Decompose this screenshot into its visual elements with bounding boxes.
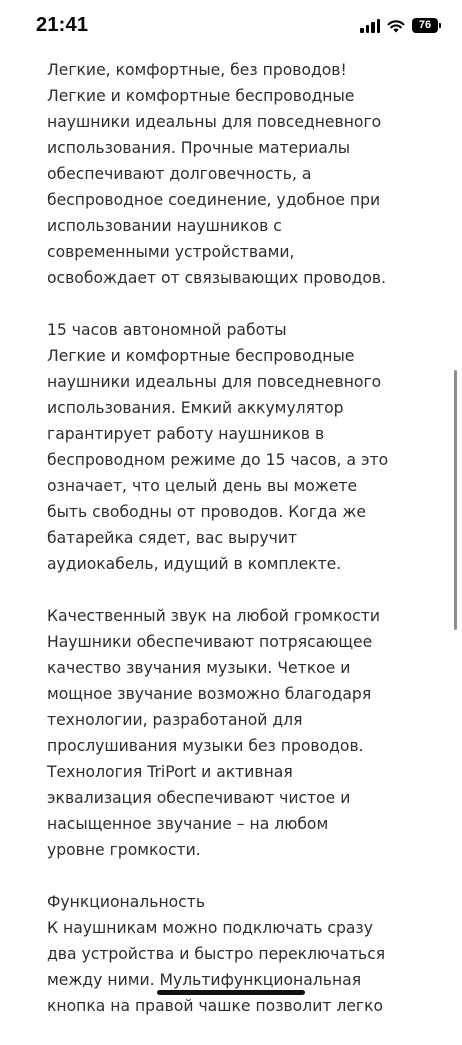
section-battery-life <box>47 317 412 577</box>
cellular-signal-icon <box>360 19 380 33</box>
text-line: аудиокабель, идущий в комплекте. <box>47 555 342 573</box>
text-line: беспроводном режиме до 15 часов, а это <box>47 451 389 469</box>
scrollbar[interactable] <box>454 370 457 630</box>
wifi-icon <box>387 19 405 33</box>
text-line: наушники идеальны для повседневного <box>47 113 382 131</box>
text-line: Наушники обеспечивают потрясающее <box>47 633 373 651</box>
status-icons <box>360 18 438 33</box>
section-lightweight <box>47 57 412 291</box>
text-line: Технология TriPort и активная <box>47 763 293 781</box>
text-line: два устройства и быстро переключаться <box>47 945 386 963</box>
home-indicator[interactable] <box>157 990 305 995</box>
text-line: качество звучания музыки. Четкое и <box>47 659 351 677</box>
text-line: уровне громкости. <box>47 841 201 859</box>
text-line: мощное звучание возможно благодаря <box>47 685 372 703</box>
text-line: наушники идеальны для повседневного <box>47 373 382 391</box>
section-functionality <box>47 889 412 1019</box>
text-line: использования. Емкий аккумулятор <box>47 399 344 417</box>
section-sound-quality <box>47 603 412 863</box>
text-line: кнопка на правой чашке позволит легко <box>47 997 384 1015</box>
text-line: технологии, разработаной для <box>47 711 303 729</box>
text-line: использования. Прочные материалы <box>47 139 351 157</box>
battery-icon: 76 <box>412 18 438 33</box>
section-title: Качественный звук на любой громкости <box>47 607 380 625</box>
text-line: между ними. Мультифункциональная <box>47 971 362 989</box>
text-line: беспроводное соединение, удобное при <box>47 191 381 209</box>
product-description <box>47 57 412 1045</box>
text-line: батарейка сядет, вас выручит <box>47 529 298 547</box>
text-line: обеспечивают долговечность, а <box>47 165 312 183</box>
text-line: К наушникам можно подключать сразу <box>47 919 373 937</box>
text-line: Легкие и комфортные беспроводные <box>47 87 355 105</box>
text-line: эквализация обеспечивают чистое и <box>47 789 351 807</box>
text-line: быть свободны от проводов. Когда же <box>47 503 366 521</box>
section-title: Легкие, комфортные, без проводов! <box>47 61 347 79</box>
text-line: насыщенное звучание – на любом <box>47 815 329 833</box>
text-line: Легкие и комфортные беспроводные <box>47 347 355 365</box>
text-line: современными устройствами, <box>47 243 295 261</box>
text-line: использовании наушников с <box>47 217 282 235</box>
status-time: 21:41 <box>36 14 89 36</box>
section-title: 15 часов автономной работы <box>47 321 287 339</box>
text-line: гарантирует работу наушников в <box>47 425 325 443</box>
status-bar <box>0 0 462 52</box>
text-line: освобождает от связывающих проводов. <box>47 269 387 287</box>
section-title: Функциональность <box>47 893 206 911</box>
text-line: прослушивания музыки без проводов. <box>47 737 364 755</box>
text-line: означает, что целый день вы можете <box>47 477 358 495</box>
